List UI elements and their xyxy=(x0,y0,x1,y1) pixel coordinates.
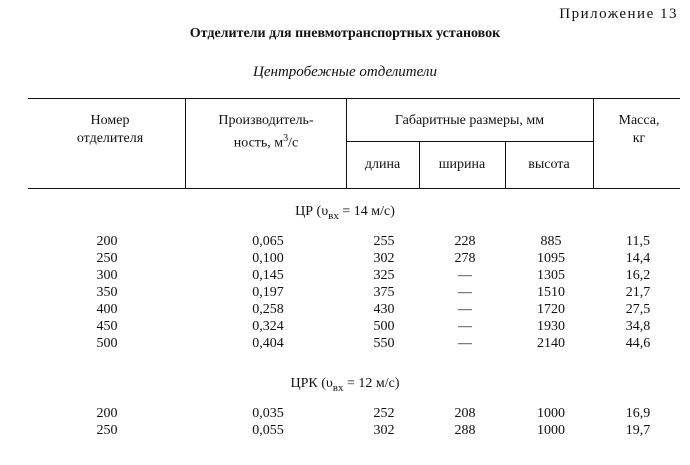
cell-width: 288 xyxy=(454,423,476,438)
table-top-rule xyxy=(28,98,680,99)
cell-number: 200 xyxy=(96,234,118,249)
cell-productivity: 0,145 xyxy=(252,268,284,283)
cell-width: — xyxy=(458,319,472,334)
table-header-bottom-rule xyxy=(28,188,680,189)
header-length: длина xyxy=(364,157,401,172)
appendix-label: Приложение 13 xyxy=(559,6,678,22)
cell-height: 885 xyxy=(540,234,562,249)
cell-width: — xyxy=(458,302,472,317)
header-number-line2: отделителя xyxy=(76,131,144,146)
header-height: высота xyxy=(528,157,570,172)
cell-length: 252 xyxy=(373,406,395,421)
table-row xyxy=(0,406,690,422)
cell-width: — xyxy=(458,268,472,283)
cell-height: 1510 xyxy=(537,285,565,300)
cell-length: 255 xyxy=(373,234,395,249)
cell-length: 430 xyxy=(373,302,395,317)
col-divider-1 xyxy=(185,99,186,188)
cell-mass: 14,4 xyxy=(625,251,651,266)
cell-mass: 16,9 xyxy=(625,406,651,421)
table-row xyxy=(0,302,690,318)
group-name: ЦРК xyxy=(290,376,318,391)
header-productivity-line2 xyxy=(190,130,342,153)
header-mass-line2: кг xyxy=(632,131,646,146)
cell-mass: 34,8 xyxy=(625,319,651,334)
cell-height: 1000 xyxy=(537,423,565,438)
header-productivity-sup: 3 xyxy=(283,133,289,144)
table-row xyxy=(0,285,690,301)
cell-productivity: 0,035 xyxy=(252,406,284,421)
group-name: ЦР xyxy=(295,204,314,219)
cell-productivity: 0,065 xyxy=(252,234,284,249)
group-condition: = 12 м/с) xyxy=(343,376,400,391)
cell-length: 325 xyxy=(373,268,395,283)
cell-mass: 19,7 xyxy=(625,423,651,438)
cell-length: 302 xyxy=(373,423,395,438)
header-dimensions: Габаритные размеры, мм xyxy=(394,113,545,128)
cell-height: 1095 xyxy=(537,251,565,266)
cell-length: 500 xyxy=(373,319,395,334)
document-title: Отделители для пневмотранспортных установок xyxy=(189,26,501,41)
header-number xyxy=(50,112,170,148)
header-productivity-unit: /с xyxy=(288,135,299,151)
cell-number: 500 xyxy=(96,336,118,351)
table-subtitle: Центробежные отделители xyxy=(253,64,437,80)
cell-height: 1305 xyxy=(537,268,565,283)
cell-productivity: 0,404 xyxy=(252,336,284,351)
cell-number: 400 xyxy=(96,302,118,317)
cell-length: 302 xyxy=(373,251,395,266)
velocity-symbol: υ xyxy=(325,376,333,391)
cell-productivity: 0,055 xyxy=(252,423,284,438)
table-row xyxy=(0,268,690,284)
cell-number: 300 xyxy=(96,268,118,283)
cell-productivity: 0,324 xyxy=(252,319,284,334)
cell-mass: 16,2 xyxy=(625,268,651,283)
header-number-line1: Номер xyxy=(90,113,130,128)
header-productivity-text: ность, м xyxy=(233,135,284,151)
cell-number: 250 xyxy=(96,423,118,438)
cell-mass: 11,5 xyxy=(626,234,650,249)
cell-height: 1930 xyxy=(537,319,565,334)
cell-mass: 44,6 xyxy=(625,336,651,351)
header-productivity xyxy=(190,112,342,153)
cell-productivity: 0,100 xyxy=(252,251,284,266)
cell-productivity: 0,197 xyxy=(252,285,284,300)
velocity-subscript: вх xyxy=(328,209,339,222)
header-mass xyxy=(593,112,685,148)
cell-height: 2140 xyxy=(537,336,565,351)
group-heading-cr: ЦР ($\upsilon_{вх} = 14$ м/с) xyxy=(295,204,395,222)
header-mass-line1: Масса, xyxy=(618,113,660,128)
group-condition: = 14 м/с) xyxy=(338,204,395,219)
table-row xyxy=(0,319,690,335)
cell-height: 1720 xyxy=(537,302,565,317)
cell-width: — xyxy=(458,285,472,300)
velocity-subscript: вх xyxy=(332,381,344,394)
dimensions-divider xyxy=(346,141,593,142)
cell-length: 375 xyxy=(373,285,395,300)
header-width: ширина xyxy=(438,157,486,172)
table-row xyxy=(0,234,690,250)
velocity-symbol: υ xyxy=(321,204,329,219)
table-row xyxy=(0,251,690,267)
table-row xyxy=(0,423,690,439)
cell-width: 208 xyxy=(454,406,476,421)
cell-number: 250 xyxy=(96,251,118,266)
cell-mass: 21,7 xyxy=(625,285,651,300)
cell-number: 200 xyxy=(96,406,118,421)
cell-productivity: 0,258 xyxy=(252,302,284,317)
cell-number: 350 xyxy=(96,285,118,300)
cell-width: 228 xyxy=(454,234,476,249)
group-heading-crk: ЦРК ($\upsilon_{вх} = 12$ м/с) xyxy=(290,376,400,394)
cell-length: 550 xyxy=(373,336,395,351)
table-row xyxy=(0,336,690,352)
cell-number: 450 xyxy=(96,319,118,334)
cell-height: 1000 xyxy=(537,406,565,421)
cell-mass: 27,5 xyxy=(625,302,651,317)
cell-width: — xyxy=(458,336,472,351)
header-productivity-line1: Производитель- xyxy=(218,113,314,128)
cell-width: 278 xyxy=(454,251,476,266)
